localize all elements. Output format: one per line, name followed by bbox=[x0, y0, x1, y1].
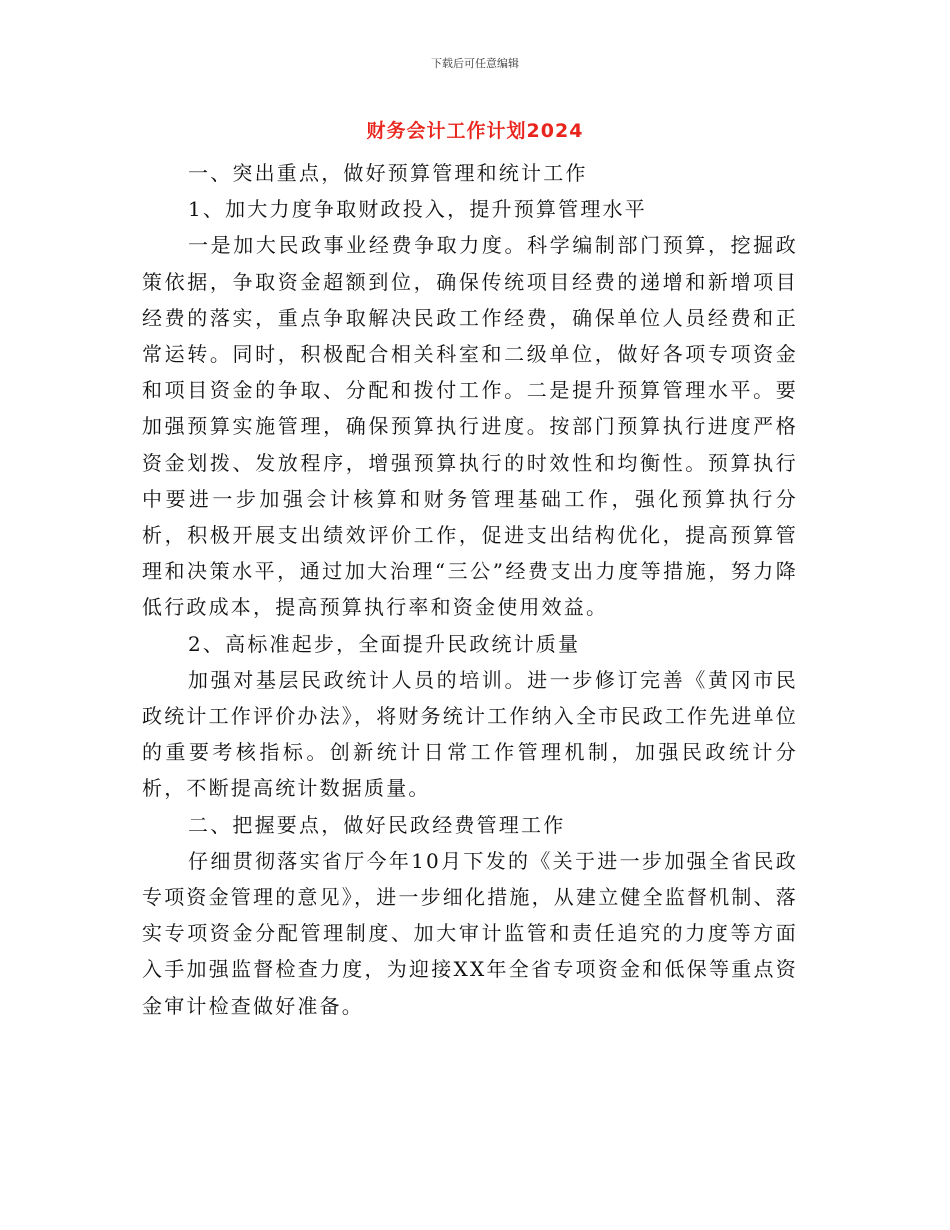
header-note: 下载后可任意编辑 bbox=[431, 57, 519, 70]
body-paragraph-3: 仔细贯彻落实省厅今年10月下发的《关于进一步加强全省民政专项资金管理的意见》，进一步细化措施，从建立健全监督机制、落实专项资金分配管理制度、加大审计监管和责任追究的力度等方面入手加强监督检查力度，为迎接XX年全省专项资金和低保等重点资金审计检查做好准备。 bbox=[142, 848, 798, 1018]
document-body bbox=[142, 155, 798, 1024]
subsection-heading-1: 1、加大力度争取财政投入，提升预算管理水平 bbox=[188, 197, 647, 222]
section-heading-1: 一、突出重点，做好预算管理和统计工作 bbox=[188, 161, 588, 185]
body-paragraph-2: 加强对基层民政统计人员的培训。进一步修订完善《黄冈市民政统计工作评价办法》，将财务统计工作纳入全市民政工作先进单位的重要考核指标。创新统计日常工作管理机制，加强民政统计分析，不断提高统计数据质量。 bbox=[142, 667, 798, 801]
document-title: 财务会计工作计划2024 bbox=[366, 120, 584, 142]
subsection-heading-2: 2、高标准起步，全面提升民政统计质量 bbox=[188, 631, 581, 656]
body-paragraph-1: 一是加大民政事业经费争取力度。科学编制部门预算，挖掘政策依据，争取资金超额到位，确保传统项目经费的递增和新增项目经费的落实，重点争取解决民政工作经费，确保单位人员经费和正常运转。同时，积极配合相关科室和二级单位，做好各项专项资金和项目资金的争取、分配和拨付工作。二是提升预算管理水平。要加强预算实施管理，确保预算执行进度。按部门预算执行进度严格资金划拨、发放程序，增强预算执行的时效性和均衡性。预算执行中要进一步加强会计核算和财务管理基础工作，强化预算执行分析，积极开展支出绩效评价工作，促进支出结构优化，提高预算管理和决策水平，通过加大治理“三公”经费支出力度等措施，努力降低行政成本，提高预算执行率和资金使用效益。 bbox=[142, 233, 798, 620]
section-heading-2: 二、把握要点，做好民政经费管理工作 bbox=[188, 812, 566, 837]
